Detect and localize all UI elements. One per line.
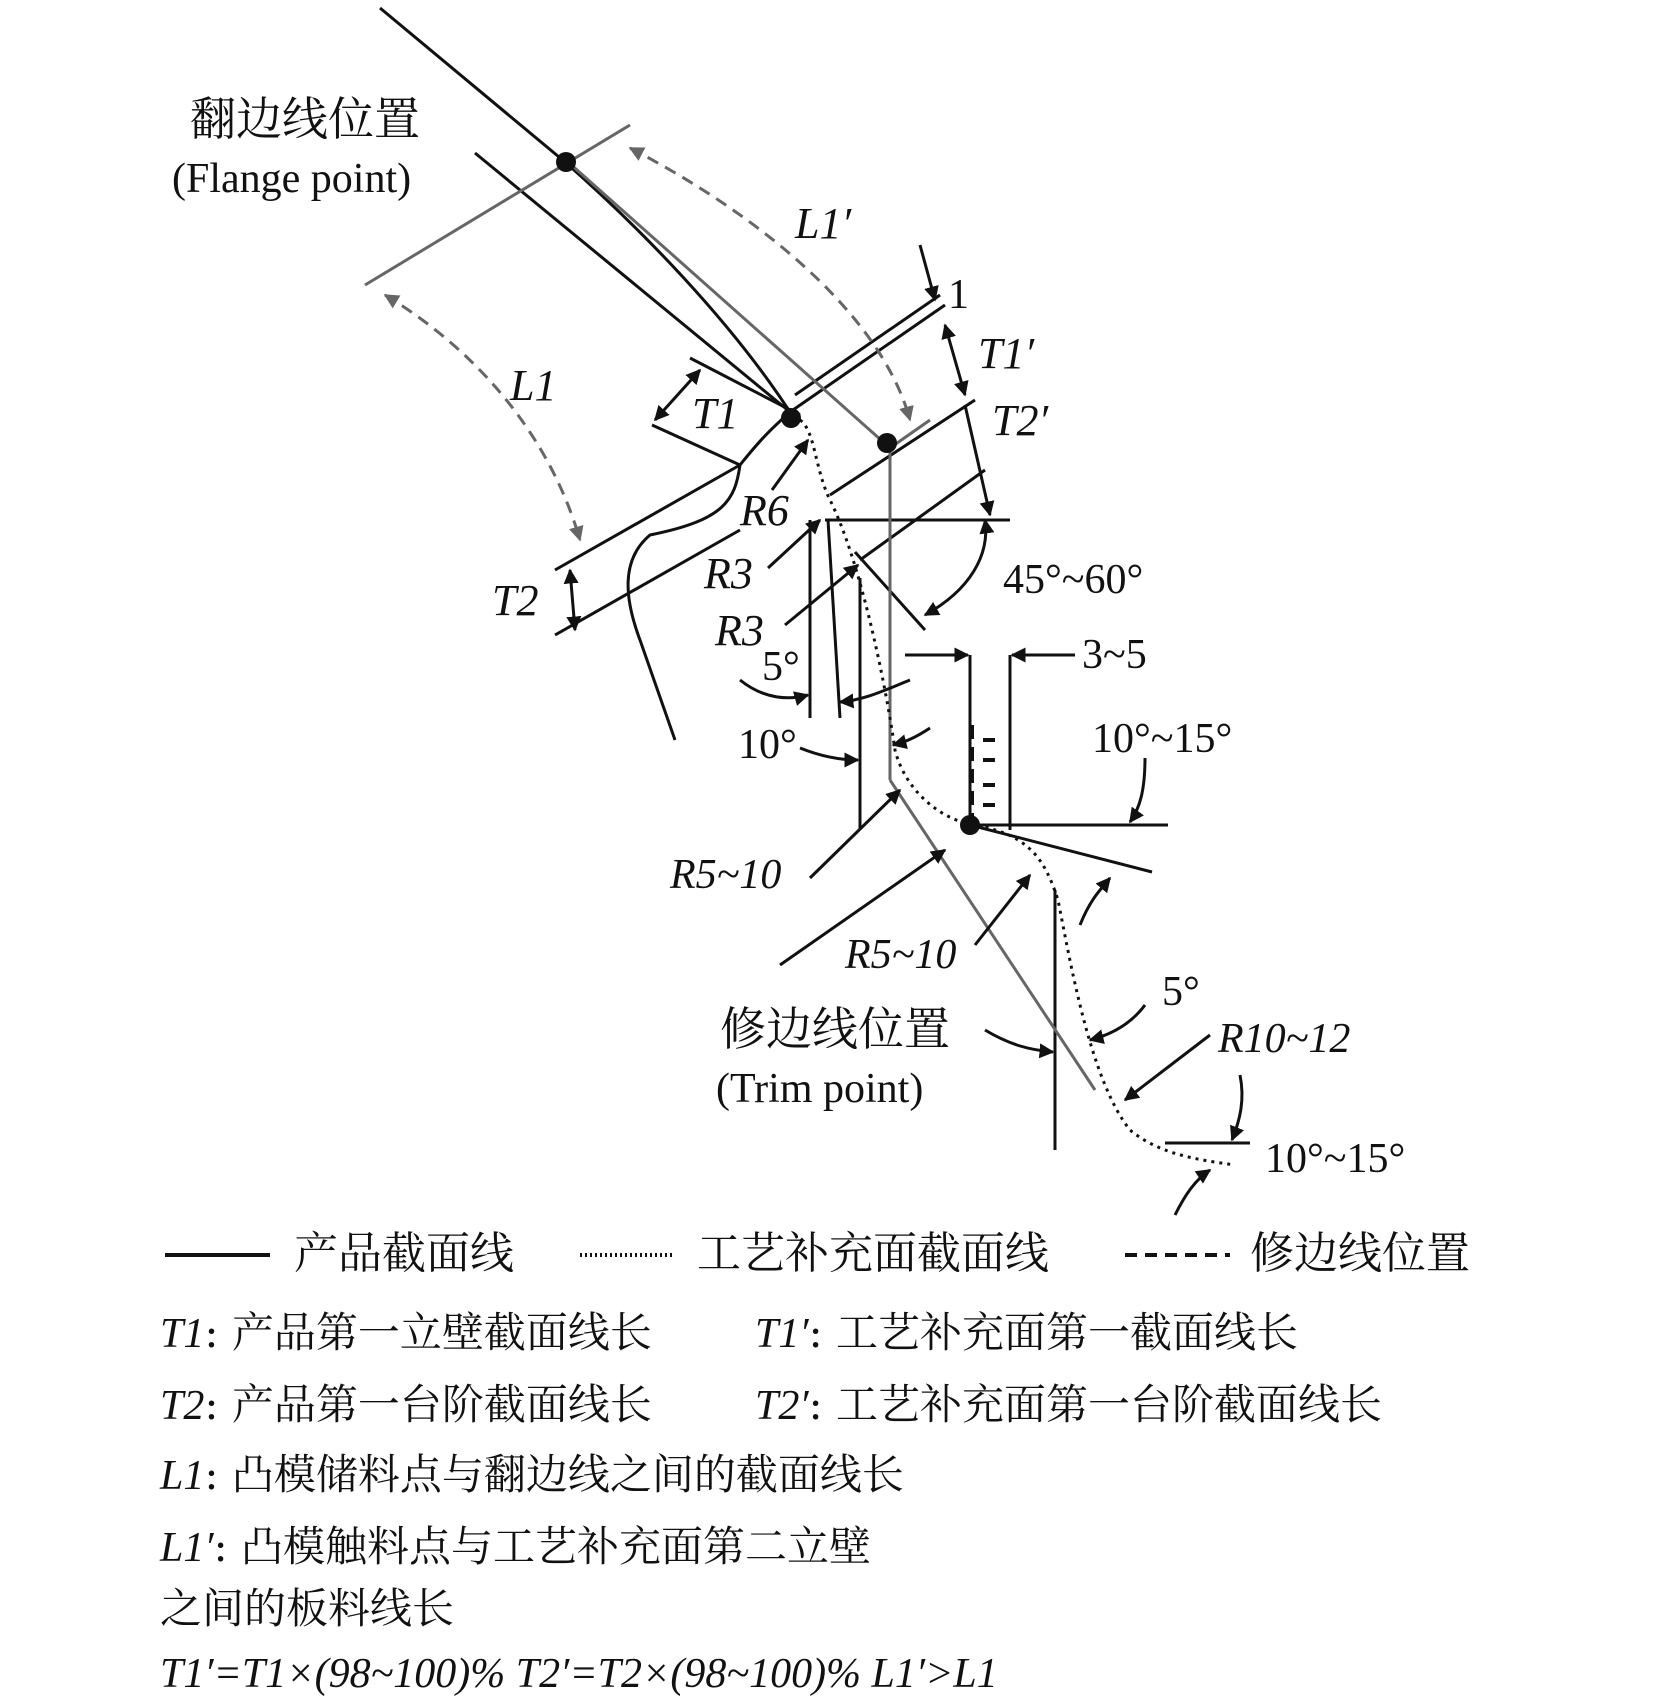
angle-5b-label: 5° (1162, 969, 1200, 1015)
def-T2p-text: : 工艺补充面第一台阶截面线长 (808, 1380, 1383, 1429)
R3a-label: R3 (704, 549, 753, 598)
L1-arc-arrow (385, 295, 580, 540)
trim-label-cn: 修边线位置 (720, 1004, 950, 1055)
trim-point-dot (960, 815, 980, 835)
angle-10-arrow-b (800, 748, 858, 760)
R3b-leader (785, 565, 858, 625)
addendum-step-line-1b (795, 295, 940, 395)
def-T1-symbol: T1 (160, 1311, 205, 1357)
T2-dimension-arrow (570, 570, 575, 630)
angle-5b-arrow (1090, 1005, 1145, 1040)
L1p-arc-arrow (630, 148, 910, 420)
R3b-label: R3 (715, 606, 764, 655)
def-T1p-symbol: T1′ (755, 1311, 809, 1357)
angled-10-15-ref (970, 825, 1152, 872)
L1-label: L1 (510, 361, 557, 410)
def-L1p-continued: 之间的板料线长 (160, 1584, 455, 1633)
R5-10c-leader (975, 875, 1030, 945)
trim-dash-ticks (983, 740, 995, 805)
def-T2-symbol: T2 (160, 1383, 205, 1429)
R10-12-label: R10~12 (1218, 1016, 1351, 1062)
angle-10-15b-arrow-top (1232, 1075, 1242, 1140)
def-L1p-symbol: L1′ (160, 1525, 214, 1571)
def-T2p-symbol: T2′ (755, 1383, 809, 1429)
one-dimension-arrow (920, 245, 935, 300)
angle-small-arrow (1080, 878, 1110, 925)
R6-label: R6 (740, 486, 789, 535)
trim-angle-arrow (985, 1030, 1053, 1052)
def-L1-text: : 凸模储料点与翻边线之间的截面线长 (204, 1450, 904, 1499)
dim-3-5-label: 3~5 (1082, 632, 1147, 678)
addendum-step-line-1 (790, 305, 945, 412)
R6-leader (772, 440, 808, 490)
angle-right-arrow (893, 728, 930, 745)
R5-10a-leader (810, 790, 900, 878)
T2-label: T2 (492, 576, 539, 625)
angle-10-15a-label: 10°~15° (1092, 716, 1233, 762)
angle-10-arrow-a (840, 680, 910, 702)
T1-label: T1 (692, 389, 739, 438)
punch-stock-point-dot (781, 408, 801, 428)
def-L1-symbol: L1 (160, 1453, 205, 1499)
legend-product-swatch (165, 1245, 275, 1265)
legend-addendum-label: 工艺补充面截面线 (697, 1228, 1049, 1279)
T1p-label: T1′ (978, 329, 1035, 378)
angle-45-60-arrow (925, 520, 986, 615)
product-upper-curve (380, 8, 790, 412)
flange-label-cn: 翻边线位置 (190, 94, 420, 145)
legend-product-label: 产品截面线 (294, 1228, 514, 1279)
flange-point-dot (556, 152, 576, 172)
flange-label-en: (Flange point) (172, 156, 412, 202)
one-label: 1 (948, 272, 969, 318)
angle-5a-label: 5° (762, 644, 800, 690)
T2p-dimension-arrow (965, 405, 990, 515)
trim-label-en: (Trim point) (716, 1066, 924, 1112)
def-T2p (755, 1380, 1383, 1429)
T1p-dimension-arrow (945, 325, 965, 395)
angle-10-label: 10° (738, 722, 797, 768)
angle-10-15b-label: 10°~15° (1265, 1136, 1406, 1182)
vertical-ref-10deg-a (828, 520, 840, 718)
def-L1p-text-1: : 凸模触料点与工艺补充面第二立壁 (213, 1522, 872, 1571)
angle-10-15b-arrow-bottom (1175, 1170, 1210, 1215)
angle-10-15a-arrow (1130, 758, 1145, 822)
def-T1p-text: : 工艺补充面第一截面线长 (808, 1308, 1299, 1357)
R10-12-leader (1125, 1035, 1210, 1100)
T2p-label: T2′ (992, 396, 1049, 445)
angle-45-60-label: 45°~60° (1003, 557, 1144, 603)
def-T2-text: : 产品第一台阶截面线长 (204, 1380, 652, 1429)
def-T1 (160, 1308, 652, 1357)
legend-trim-swatch (1125, 1245, 1235, 1265)
def-T1p (755, 1308, 1299, 1357)
punch-contact-point-dot (877, 433, 897, 453)
addendum-step-line-3 (860, 470, 985, 560)
legend-trim-label: 修边线位置 (1250, 1228, 1470, 1279)
R5-10a-label: R5~10 (670, 852, 782, 898)
R5-10b-label: R5~10 (845, 932, 957, 978)
legend-addendum-swatch (580, 1245, 680, 1265)
flange-tangent-line (365, 125, 630, 285)
def-T1-text: : 产品第一立壁截面线长 (204, 1308, 652, 1357)
def-T2 (160, 1380, 652, 1429)
def-L1 (160, 1450, 904, 1499)
formula: T1′=T1×(98~100)% T2′=T2×(98~100)% L1′>L1 (160, 1651, 998, 1697)
def-L1p (160, 1522, 872, 1571)
L1p-label: L1′ (795, 199, 852, 248)
